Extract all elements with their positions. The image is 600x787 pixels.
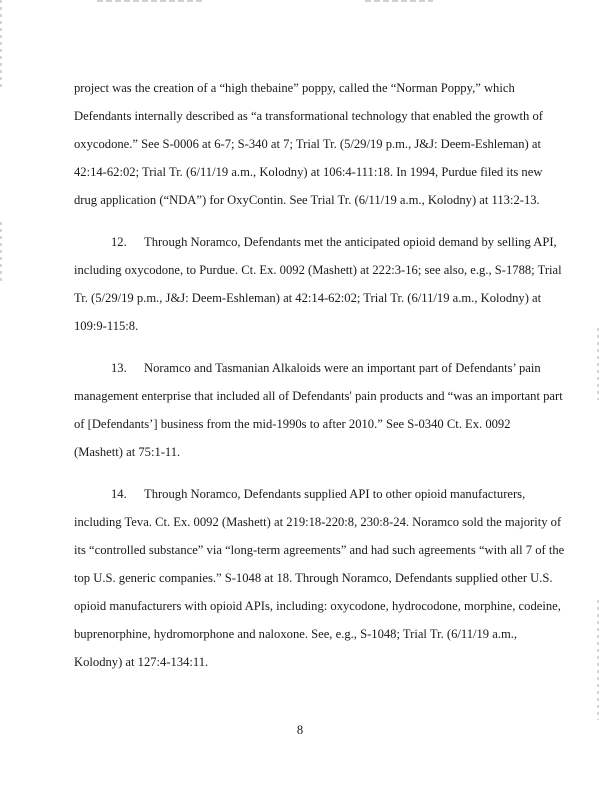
- page-number: 8: [296, 723, 304, 737]
- text-line: 109:9-115:8.: [74, 319, 139, 333]
- scan-artifact-right-edge: [597, 600, 599, 720]
- text-line: oxycodone.” See S-0006 at 6-7; S-340 at 7; Trial Tr. (5/29/19 p.m., J&J: Deem-Eshleman) at: [74, 137, 541, 151]
- text-line: buprenorphine, hydromorphone and naloxone. See, e.g., S-1048; Trial Tr. (6/11/19 a.m.,: [74, 627, 518, 641]
- scan-artifact-right-edge: [597, 328, 599, 400]
- scan-artifact-top-right: [365, 0, 433, 2]
- text-line: (Mashett) at 75:1-11.: [74, 445, 181, 459]
- text-line: Noramco and Tasmanian Alkaloids were an important part of Defendants’ pain: [144, 361, 541, 375]
- text-line: including Teva. Ct. Ex. 0092 (Mashett) at 219:18-220:8, 230:8-24. Noramco sold the majority of: [74, 515, 562, 529]
- scan-artifact-top-left: [97, 0, 205, 2]
- text-line: Through Noramco, Defendants supplied API to other opioid manufacturers,: [144, 487, 526, 501]
- paragraph-number: 12.: [111, 235, 127, 249]
- continuation-paragraph: [74, 74, 543, 214]
- text-line: project was the creation of a “high thebaine” poppy, called the “Norman Poppy,” which: [74, 81, 515, 95]
- text-line: management enterprise that included all of Defendants' pain products and “was an important part: [74, 389, 563, 403]
- text-line: opioid manufacturers with opioid APIs, including: oxycodone, hydrocodone, morphine, codeine,: [74, 599, 561, 613]
- paragraph-13: [74, 354, 563, 466]
- text-line: Through Noramco, Defendants met the anticipated opioid demand by selling API,: [144, 235, 557, 249]
- text-line: drug application (“NDA”) for OxyContin. See Trial Tr. (6/11/19 a.m., Kolodny) at 113:2-13.: [74, 193, 540, 207]
- scan-artifact-left-edge: [0, 0, 2, 90]
- text-line: Defendants internally described as “a transformational technology that enabled the growth of: [74, 109, 543, 123]
- text-line: Tr. (5/29/19 p.m., J&J: Deem-Eshleman) at 42:14-62:02; Trial Tr. (6/11/19 a.m., Kolodny) at: [74, 291, 542, 305]
- text-line: including oxycodone, to Purdue. Ct. Ex. 0092 (Mashett) at 222:3-16; see also, e.g., S-1788; Trial: [74, 263, 562, 277]
- text-line: of [Defendants’] business from the mid-1990s to after 2010.” See S-0340 Ct. Ex. 0092: [74, 417, 511, 431]
- text-line: its “controlled substance” via “long-term agreements” and had such agreements “with all 7 of the: [74, 543, 565, 557]
- paragraph-14: [74, 480, 565, 676]
- text-line: 42:14-62:02; Trial Tr. (6/11/19 a.m., Kolodny) at 106:4-111:18. In 1994, Purdue filed its new: [74, 165, 543, 179]
- paragraph-12: [74, 228, 562, 340]
- text-line: Kolodny) at 127:4-134:11.: [74, 655, 209, 669]
- paragraph-number: 14.: [111, 487, 127, 501]
- scan-artifact-left-edge: [0, 222, 2, 282]
- paragraph-number: 13.: [111, 361, 127, 375]
- text-line: top U.S. generic companies.” S-1048 at 18. Through Noramco, Defendants supplied other U.S.: [74, 571, 553, 585]
- document-body: [74, 74, 565, 676]
